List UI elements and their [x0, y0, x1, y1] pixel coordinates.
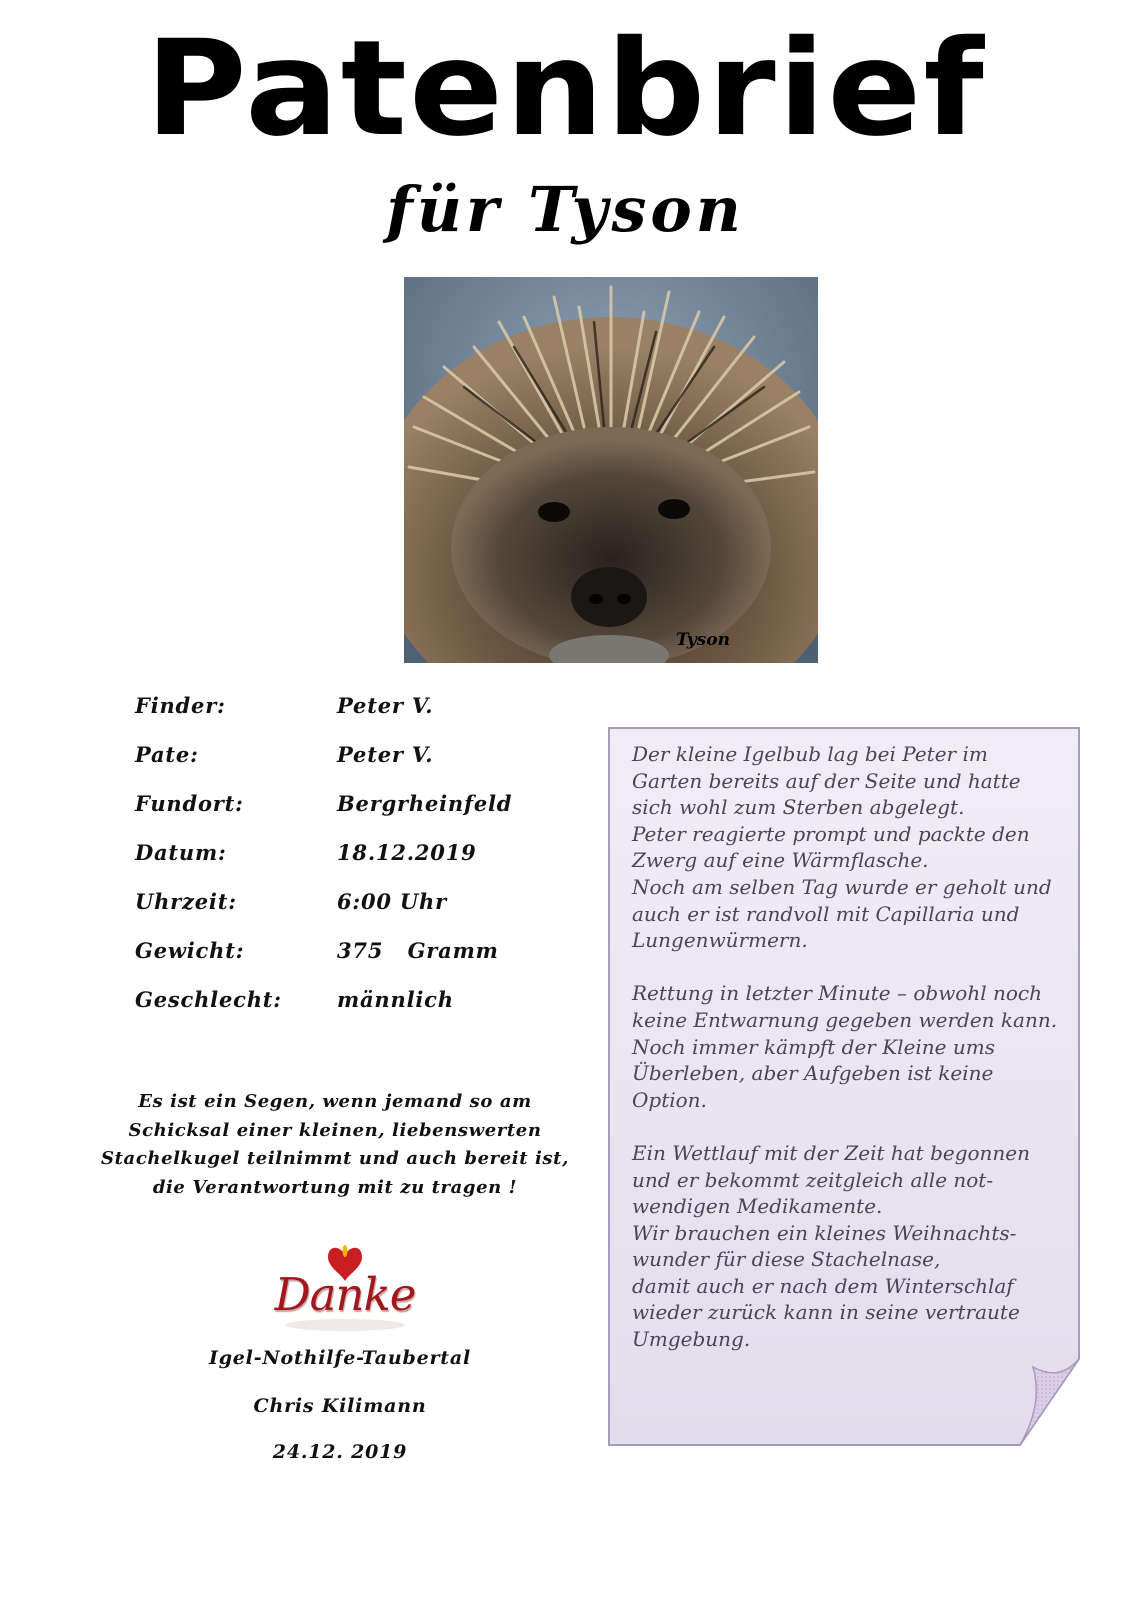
story-line: Der kleine Igelbub lag bei Peter im	[632, 742, 988, 766]
fact-value: männlich	[337, 987, 454, 1012]
story-line: Noch am selben Tag wurde er geholt und	[632, 874, 1052, 899]
story-line: und er bekommt zeitgleich alle not-	[632, 1167, 994, 1192]
fact-row-fundort	[135, 791, 595, 821]
story-line: Rettung in letzter Minute – obwohl noch	[632, 981, 1042, 1006]
quote-line: Es ist ein Segen, wenn jemand so am	[138, 1091, 532, 1112]
story-line: Noch immer kämpft der Kleine ums	[632, 1034, 995, 1059]
fact-value: 6:00 Uhr	[337, 889, 447, 914]
hedgehog-photo	[404, 277, 818, 663]
fact-label: Datum:	[135, 840, 227, 865]
story-line: Umgebung.	[632, 1327, 751, 1352]
thanks-text: Danke	[274, 1268, 416, 1321]
story-text	[632, 741, 1072, 1379]
fact-row-gewicht	[135, 938, 595, 968]
story-line: Peter reagierte prompt und packte den	[632, 821, 1030, 846]
photo-caption: Tyson	[676, 630, 730, 650]
story-note	[608, 727, 1081, 1447]
fact-row-datum	[135, 840, 595, 870]
page-subtitle: für Tyson	[386, 173, 745, 246]
signature-name: Chris Kilimann	[253, 1395, 427, 1417]
fact-value: Peter V.	[337, 742, 434, 767]
story-line: Garten bereits auf der Seite und hatte	[632, 768, 1021, 793]
fact-value: Bergrheinfeld	[337, 791, 513, 816]
story-line: Option.	[632, 1087, 707, 1112]
quote-block	[85, 1088, 585, 1202]
story-line: Ein Wettlauf mit der Zeit hat begonnen	[632, 1140, 1031, 1165]
fact-value: 375 Gramm	[337, 938, 499, 963]
story-line: keine Entwarnung gegeben werden kann.	[632, 1007, 1058, 1032]
story-line: Überleben, aber Aufgeben ist keine	[632, 1061, 994, 1086]
story-line: damit auch er nach dem Winterschlaf	[632, 1273, 1014, 1298]
signature-date: 24.12. 2019	[272, 1441, 408, 1463]
signature-organization: Igel-Nothilfe-Taubertal	[209, 1347, 471, 1369]
page-title: Patenbrief	[145, 12, 986, 166]
story-line: Lungenwürmern.	[632, 928, 808, 953]
fact-label: Fundort:	[135, 791, 244, 816]
story-line: wendigen Medikamente.	[632, 1194, 883, 1219]
fact-label: Finder:	[135, 693, 226, 718]
fact-label: Geschlecht:	[135, 987, 282, 1012]
story-line: Wir brauchen ein kleines Weihnachts-	[632, 1220, 1017, 1245]
story-line: sich wohl zum Sterben abgelegt.	[632, 795, 965, 820]
quote-line: die Verantwortung mit zu tragen !	[152, 1176, 518, 1198]
story-line: wieder zurück kann in seine vertraute	[632, 1300, 1020, 1325]
fact-row-uhrzeit	[135, 889, 595, 919]
quote-line: Stachelkugel teilnimmt und auch bereit ist,	[101, 1148, 569, 1169]
story-line: auch er ist randvoll mit Capillaria und	[632, 901, 1020, 926]
story-line: Zwerg auf eine Wärmflasche.	[632, 848, 929, 873]
fact-label: Gewicht:	[135, 938, 245, 963]
fact-label: Pate:	[135, 742, 199, 767]
fact-value: 18.12.2019	[337, 840, 477, 865]
story-paragraph	[632, 980, 1072, 1113]
fact-row-finder	[135, 693, 595, 723]
fact-row-geschlecht	[135, 987, 595, 1017]
story-line: wunder für diese Stachelnase,	[632, 1247, 941, 1272]
story-paragraph	[632, 741, 1072, 954]
story-paragraph	[632, 1140, 1072, 1353]
fact-value: Peter V.	[337, 693, 434, 718]
quote-line: Schicksal einer kleinen, liebenswerten	[128, 1119, 542, 1141]
fact-row-pate	[135, 742, 595, 772]
fact-label: Uhrzeit:	[135, 889, 237, 914]
